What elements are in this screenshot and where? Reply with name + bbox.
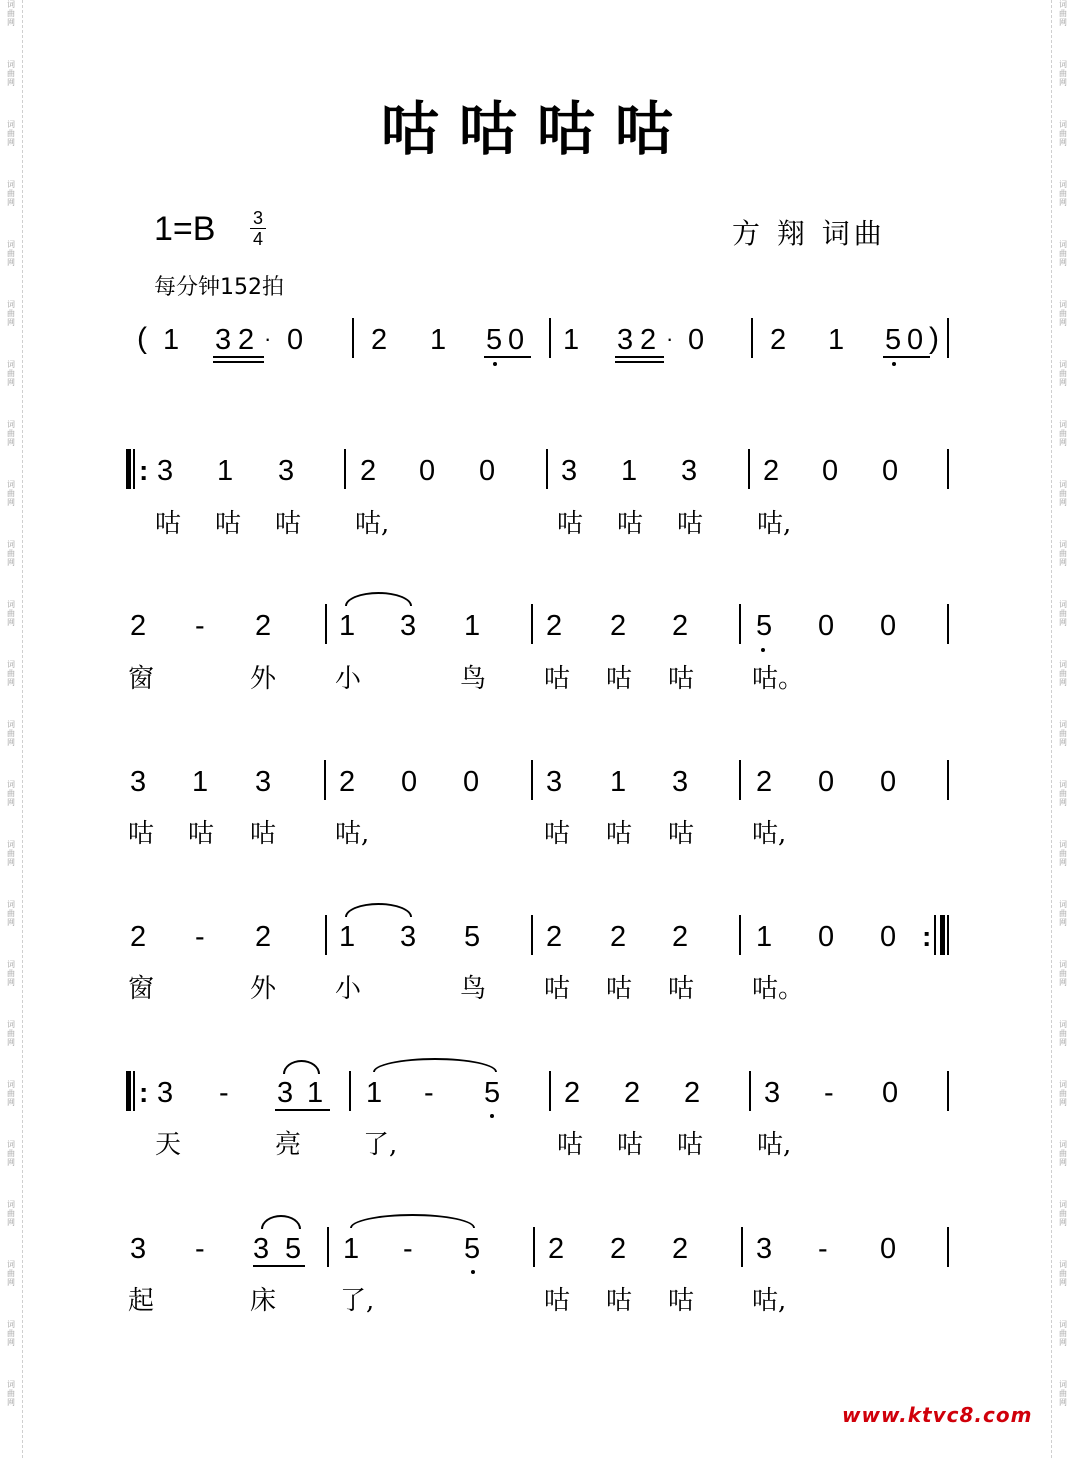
low-octave-dot — [471, 1270, 475, 1274]
tie-slur — [345, 592, 412, 606]
watermark-text: 词 曲 网 — [7, 1080, 15, 1107]
jianpu-note: 3 — [546, 766, 563, 798]
barline — [533, 1227, 535, 1267]
repeat-colon: : — [139, 1077, 149, 1108]
beam-underline — [615, 361, 664, 363]
repeat-end-bar — [940, 915, 945, 955]
barline — [546, 449, 548, 489]
jianpu-note: 1 — [621, 455, 638, 487]
lyric: 起 — [128, 1286, 155, 1316]
jianpu-note: 3 — [681, 455, 698, 487]
jianpu-note: - — [219, 1077, 229, 1109]
barline — [325, 604, 327, 644]
barline — [352, 318, 354, 358]
barline — [739, 760, 741, 800]
jianpu-note: 3 — [255, 766, 272, 798]
barline — [349, 1071, 351, 1111]
watermark-text: 词 曲 网 — [1059, 540, 1067, 567]
watermark-text: 词 曲 网 — [7, 1320, 15, 1347]
watermark-text: 词 曲 网 — [1059, 1080, 1067, 1107]
lyric: 咕 — [606, 664, 633, 694]
jianpu-note: 5 — [756, 610, 773, 642]
watermark-text: 词 曲 网 — [7, 180, 15, 207]
jianpu-note: 1 — [339, 921, 356, 953]
watermark-text: 词 曲 网 — [1059, 780, 1067, 807]
jianpu-note: 2 — [360, 455, 377, 487]
low-octave-dot — [761, 648, 765, 652]
barline — [741, 1227, 743, 1267]
lyric: 咕 — [250, 819, 277, 849]
watermark-text: 词 曲 网 — [7, 900, 15, 927]
lyric: 咕, — [355, 509, 390, 539]
lyric: 咕 — [606, 1286, 633, 1316]
jianpu-note: - — [424, 1077, 434, 1109]
lyric: 咕 — [544, 664, 571, 694]
lyric: 咕。 — [752, 664, 805, 694]
watermark-text: 词 曲 网 — [7, 840, 15, 867]
lyric: 咕 — [557, 509, 584, 539]
jianpu-note: 3 — [756, 1233, 773, 1265]
jianpu-note: 1 — [339, 610, 356, 642]
jianpu-note: 0 — [880, 1233, 897, 1265]
watermark-text: 词 曲 网 — [1059, 1380, 1067, 1407]
beam-underline — [213, 356, 264, 358]
jianpu-note: 0 — [822, 455, 839, 487]
lyric: 小 — [335, 664, 362, 694]
jianpu-note: 2 — [770, 324, 787, 356]
lyric: 咕 — [275, 509, 302, 539]
jianpu-note: 1 — [192, 766, 209, 798]
tie-slur — [345, 903, 412, 917]
barline — [531, 915, 533, 955]
jianpu-note: 2 — [756, 766, 773, 798]
lyric: 咕 — [557, 1130, 584, 1160]
watermark-text: 词 曲 网 — [1059, 600, 1067, 627]
jianpu-note: 1 — [430, 324, 447, 356]
jianpu-note: 2 — [255, 921, 272, 953]
jianpu-note: 1 — [343, 1233, 360, 1265]
watermark-text: 词 曲 网 — [1059, 660, 1067, 687]
jianpu-note: 1 — [464, 610, 481, 642]
jianpu-note: 3 — [130, 1233, 147, 1265]
jianpu-note: 2 — [640, 324, 657, 356]
watermark-text: 词 曲 网 — [1059, 240, 1067, 267]
beam-underline — [275, 1109, 330, 1111]
watermark-text: 词 曲 网 — [1059, 420, 1067, 447]
lyric: 咕 — [215, 509, 242, 539]
jianpu-note: - — [403, 1233, 413, 1265]
watermark-text: 词 曲 网 — [1059, 0, 1067, 27]
time-signature — [250, 208, 266, 249]
barline — [947, 604, 949, 644]
watermark-text: 词 曲 网 — [7, 120, 15, 147]
watermark-text: 词 曲 网 — [1059, 1260, 1067, 1287]
lyric: 窗 — [128, 974, 155, 1004]
lyric: 咕 — [668, 974, 695, 1004]
jianpu-note: 0 — [880, 766, 897, 798]
paren: ( — [137, 322, 147, 355]
jianpu-note: 3 — [157, 455, 174, 487]
time-signature-bottom: 4 — [252, 229, 263, 249]
repeat-start-bar — [126, 1071, 131, 1111]
watermark-text: 词 曲 网 — [1059, 480, 1067, 507]
watermark-text: 词 曲 网 — [7, 0, 15, 27]
watermark-text: 词 曲 网 — [1059, 900, 1067, 927]
time-signature-top: 3 — [250, 208, 266, 229]
beam-underline — [484, 356, 531, 358]
watermark-text: 词 曲 网 — [7, 420, 15, 447]
repeat-start-bar — [126, 449, 131, 489]
jianpu-note: 1 — [163, 324, 180, 356]
jianpu-note: 0 — [818, 610, 835, 642]
jianpu-note: 3 — [157, 1077, 174, 1109]
jianpu-note: 3 — [278, 455, 295, 487]
watermark-text: 词 曲 网 — [1059, 1140, 1067, 1167]
watermark-text: 词 曲 网 — [1059, 840, 1067, 867]
site-credit[interactable]: www.ktvc8.com — [842, 1403, 1033, 1427]
lyric: 咕 — [677, 509, 704, 539]
tempo-marking: 每分钟152拍 — [154, 275, 284, 300]
watermark-text: 词 曲 网 — [7, 1140, 15, 1167]
low-octave-dot — [490, 1114, 494, 1118]
jianpu-note: 3 — [764, 1077, 781, 1109]
watermark-text: 词 曲 网 — [7, 780, 15, 807]
barline — [749, 1071, 751, 1111]
barline — [947, 1227, 949, 1267]
lyric: 窗 — [128, 664, 155, 694]
watermark-text: 词 曲 网 — [7, 600, 15, 627]
jianpu-note: 0 — [818, 766, 835, 798]
jianpu-note: 0 — [907, 324, 924, 356]
jianpu-note: 5 — [484, 1077, 501, 1109]
jianpu-note: 1 — [217, 455, 234, 487]
jianpu-note: - — [195, 921, 205, 953]
tie-slur — [283, 1060, 320, 1074]
paren: ) — [929, 322, 939, 355]
jianpu-note: 0 — [508, 324, 525, 356]
jianpu-note: 2 — [763, 455, 780, 487]
lyric: 天 — [155, 1130, 182, 1160]
watermark-text: 词 曲 网 — [7, 480, 15, 507]
jianpu-note: 3 — [215, 324, 232, 356]
jianpu-note: 3 — [672, 766, 689, 798]
tie-slur — [261, 1215, 301, 1229]
jianpu-note: 0 — [479, 455, 496, 487]
lyric: 亮 — [275, 1130, 302, 1160]
jianpu-note: 1 — [307, 1077, 324, 1109]
jianpu-note: 0 — [688, 324, 705, 356]
beam-underline — [615, 356, 664, 358]
jianpu-note: 2 — [238, 324, 255, 356]
barline — [549, 1071, 551, 1111]
lyric: 小 — [335, 974, 362, 1004]
lyric: 咕, — [752, 1286, 787, 1316]
lyric: 咕 — [544, 1286, 571, 1316]
jianpu-note: 2 — [546, 921, 563, 953]
lyric: 咕 — [668, 819, 695, 849]
lyric: 鸟 — [460, 664, 487, 694]
barline — [739, 915, 741, 955]
author-credit: 方 翔 词曲 — [732, 217, 886, 250]
jianpu-note: 3 — [253, 1233, 270, 1265]
lyric: 咕 — [617, 1130, 644, 1160]
repeat-start-thin-bar — [133, 449, 135, 489]
jianpu-note: 0 — [818, 921, 835, 953]
lyric: 咕 — [128, 819, 155, 849]
barline — [739, 604, 741, 644]
lyric: 咕, — [757, 509, 792, 539]
lyric: 咕 — [544, 974, 571, 1004]
jianpu-note: 2 — [546, 610, 563, 642]
jianpu-note: 2 — [610, 1233, 627, 1265]
lyric: 鸟 — [460, 974, 487, 1004]
jianpu-note: 0 — [463, 766, 480, 798]
barline — [325, 915, 327, 955]
low-octave-dot — [493, 362, 497, 366]
watermark-text: 词 曲 网 — [7, 1260, 15, 1287]
lyric: 了, — [340, 1286, 375, 1316]
jianpu-note: 3 — [277, 1077, 294, 1109]
key-signature: 1=B — [154, 210, 216, 248]
watermark-text: 词 曲 网 — [7, 660, 15, 687]
watermark-text: 词 曲 网 — [1059, 1200, 1067, 1227]
lyric: 咕, — [757, 1130, 792, 1160]
watermark-text: 词 曲 网 — [1059, 960, 1067, 987]
lyric: 咕 — [188, 819, 215, 849]
lyric: 咕 — [606, 974, 633, 1004]
jianpu-note: 3 — [400, 921, 417, 953]
watermark-text: 词 曲 网 — [7, 300, 15, 327]
lyric: 咕 — [668, 664, 695, 694]
lyric: 咕。 — [752, 974, 805, 1004]
jianpu-note: 0 — [880, 610, 897, 642]
lyric: 咕 — [668, 1286, 695, 1316]
barline — [549, 318, 551, 358]
lyric: 外 — [250, 974, 277, 1004]
watermark-text: 词 曲 网 — [7, 1380, 15, 1407]
watermark-text: 词 曲 网 — [7, 1200, 15, 1227]
lyric: 咕 — [617, 509, 644, 539]
jianpu-note: 2 — [672, 610, 689, 642]
watermark-text: 词 曲 网 — [7, 240, 15, 267]
jianpu-note: 3 — [561, 455, 578, 487]
lyric: 床 — [250, 1286, 277, 1316]
lyric: 外 — [250, 664, 277, 694]
jianpu-note: 0 — [287, 324, 304, 356]
jianpu-note: 5 — [885, 324, 902, 356]
jianpu-note: 0 — [419, 455, 436, 487]
watermark-text: 词 曲 网 — [7, 540, 15, 567]
barline — [324, 760, 326, 800]
watermark-text: 词 曲 网 — [1059, 1020, 1067, 1047]
jianpu-note: 2 — [610, 921, 627, 953]
barline — [751, 318, 753, 358]
watermark-text: 词 曲 网 — [7, 360, 15, 387]
repeat-colon: : — [922, 921, 932, 952]
watermark-text: 词 曲 网 — [1059, 1320, 1067, 1347]
repeat-end-thin-bar — [934, 915, 936, 955]
lyric: 了, — [363, 1130, 398, 1160]
jianpu-note: 2 — [684, 1077, 701, 1109]
repeat-start-thin-bar — [133, 1071, 135, 1111]
jianpu-note: 2 — [130, 921, 147, 953]
watermark-text: 词 曲 网 — [1059, 720, 1067, 747]
jianpu-note: 2 — [371, 324, 388, 356]
jianpu-note: - — [818, 1233, 828, 1265]
jianpu-note: 1 — [366, 1077, 383, 1109]
jianpu-note: 5 — [486, 324, 503, 356]
beam-underline — [213, 361, 264, 363]
barline — [947, 760, 949, 800]
watermark-text: 词 曲 网 — [1059, 60, 1067, 87]
barline — [344, 449, 346, 489]
jianpu-note: 2 — [672, 921, 689, 953]
jianpu-note: - — [195, 1233, 205, 1265]
beam-underline — [883, 356, 930, 358]
jianpu-note: 2 — [339, 766, 356, 798]
barline — [748, 449, 750, 489]
jianpu-note: 2 — [255, 610, 272, 642]
jianpu-note: 2 — [610, 610, 627, 642]
jianpu-note: 1 — [563, 324, 580, 356]
jianpu-note: - — [195, 610, 205, 642]
jianpu-note: 2 — [672, 1233, 689, 1265]
jianpu-note: 3 — [130, 766, 147, 798]
low-octave-dot — [892, 362, 896, 366]
jianpu-note: 3 — [400, 610, 417, 642]
watermark-text: 词 曲 网 — [7, 720, 15, 747]
barline — [947, 915, 949, 955]
lyric: 咕 — [606, 819, 633, 849]
watermark-text: 词 曲 网 — [1059, 120, 1067, 147]
barline — [531, 604, 533, 644]
barline — [947, 449, 949, 489]
jianpu-note: 2 — [624, 1077, 641, 1109]
watermark-text: 词 曲 网 — [1059, 360, 1067, 387]
jianpu-note: 5 — [464, 921, 481, 953]
lyric: 咕 — [155, 509, 182, 539]
lyric: 咕 — [677, 1130, 704, 1160]
jianpu-note: 1 — [828, 324, 845, 356]
jianpu-note: - — [824, 1077, 834, 1109]
jianpu-note: 0 — [880, 921, 897, 953]
jianpu-note: · — [666, 326, 674, 351]
jianpu-note: 2 — [130, 610, 147, 642]
jianpu-note: 5 — [464, 1233, 481, 1265]
jianpu-note: · — [264, 326, 272, 351]
watermark-text: 词 曲 网 — [7, 1020, 15, 1047]
jianpu-note: 0 — [401, 766, 418, 798]
jianpu-note: 3 — [617, 324, 634, 356]
watermark-text: 词 曲 网 — [1059, 300, 1067, 327]
watermark-text: 词 曲 网 — [7, 960, 15, 987]
lyric: 咕 — [544, 819, 571, 849]
jianpu-note: 2 — [564, 1077, 581, 1109]
barline — [947, 1071, 949, 1111]
lyric: 咕, — [335, 819, 370, 849]
barline — [947, 318, 949, 358]
barline — [327, 1227, 329, 1267]
jianpu-note: 1 — [610, 766, 627, 798]
jianpu-note: 2 — [548, 1233, 565, 1265]
jianpu-note: 0 — [882, 455, 899, 487]
tie-slur — [373, 1058, 497, 1072]
jianpu-note: 0 — [882, 1077, 899, 1109]
barline — [531, 760, 533, 800]
lyric: 咕, — [752, 819, 787, 849]
tie-slur — [350, 1214, 475, 1228]
jianpu-note: 5 — [285, 1233, 302, 1265]
watermark-text: 词 曲 网 — [7, 60, 15, 87]
song-title: 咕咕咕咕 — [380, 95, 693, 163]
jianpu-note: 1 — [756, 921, 773, 953]
repeat-colon: : — [139, 455, 149, 486]
beam-underline — [253, 1265, 305, 1267]
watermark-text: 词 曲 网 — [1059, 180, 1067, 207]
